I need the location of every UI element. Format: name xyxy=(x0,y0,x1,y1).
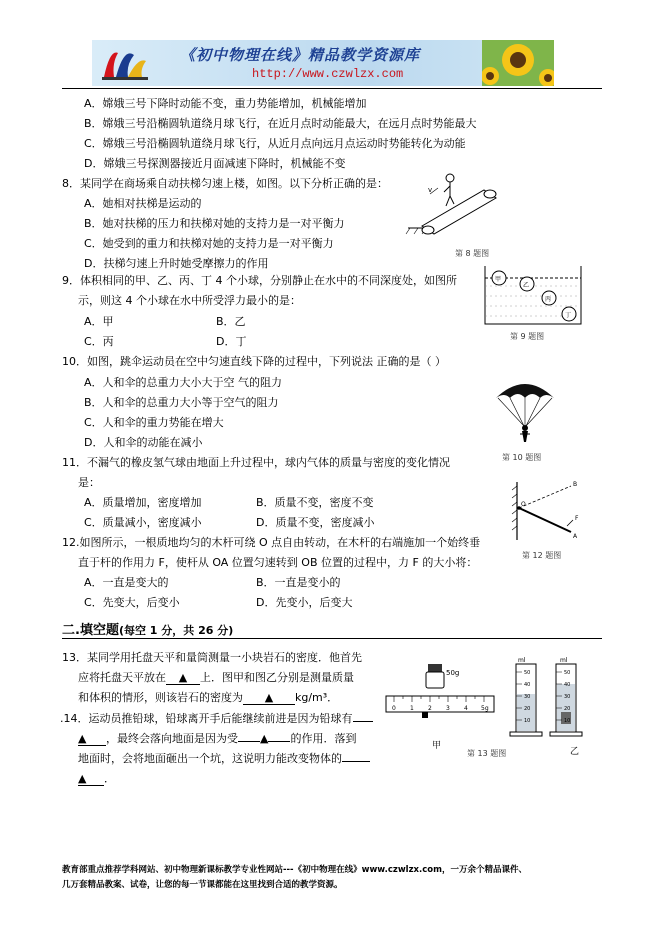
svg-text:v: v xyxy=(428,186,433,194)
q9-option-c: C．丙 xyxy=(84,335,114,348)
q12-stem-line1: 12.如图所示，一根质地均匀的木杆可绕 O 点自由转动，在木杆的右端施加一个始终垂 xyxy=(62,536,481,549)
q14-blank-3-cont[interactable] xyxy=(78,772,104,786)
q13-line2-text: 应将托盘天平放在 xyxy=(78,671,166,684)
q11-option-b: B．质量不变，密度不变 xyxy=(256,496,374,509)
fig-label-jia: 甲 xyxy=(432,741,442,751)
parachute-figure xyxy=(494,376,556,446)
q10-stem: 10．如图，跳伞运动员在空中匀速直线下降的过程中，下列说法 正确的是（ ） xyxy=(62,355,446,368)
ruler-tick-0: 0 xyxy=(392,705,396,712)
cyl1-tick-20: 20 xyxy=(524,706,531,712)
escalator-figure xyxy=(404,168,504,236)
q14-line3 xyxy=(78,750,370,766)
q13-line3 xyxy=(78,689,338,705)
ruler-tick-2: 2 xyxy=(428,705,432,712)
q8-option-b: B．她对扶梯的压力和扶梯对她的支持力是一对平衡力 xyxy=(84,217,345,230)
q14-line2 xyxy=(78,730,356,746)
q12-option-c: C．先变大，后变小 xyxy=(84,596,180,609)
q8-option-c: C．她受到的重力和扶梯对她的支持力是一对平衡力 xyxy=(84,237,334,250)
q9-stem-line1: 9．体积相同的甲、乙、丙、丁 4 个小球，分别静止在水中的不同深度处，如图所 xyxy=(62,274,457,287)
section-rule xyxy=(62,638,602,639)
q10-option-c: C．人和伞的重力势能在增大 xyxy=(84,416,224,429)
q9-figure-caption: 第 9 题图 xyxy=(510,332,545,341)
ball-label-bing: 丙 xyxy=(545,296,552,303)
cyl2-tick-50: 50 xyxy=(564,670,571,676)
cyl2-tick-30: 30 xyxy=(564,694,571,700)
q10-option-b: B．人和伞的总重力大小等于空气的阻力 xyxy=(84,396,279,409)
cyl-unit-1: ml xyxy=(518,657,526,664)
q14-line2-text: ，最终会落向地面是因为受 xyxy=(106,732,238,745)
q12-option-a: A．一直是变大的 xyxy=(84,576,169,589)
q14-line2-rest: 的作用．落到 xyxy=(290,732,357,745)
q12-figure-caption: 第 12 题图 xyxy=(522,551,562,560)
q13-blank-2[interactable] xyxy=(243,691,295,705)
balance-ruler-figure xyxy=(384,660,496,726)
q12-option-b: B．一直是变小的 xyxy=(256,576,341,589)
q12-option-d: D．先变小，后变大 xyxy=(256,596,353,609)
q14-line3-text: 地面时，会将地面砸出一个坑，这说明力能改变物体的 xyxy=(78,752,342,765)
answer-mark: ▲ xyxy=(260,732,269,745)
cyl2-tick-40: 40 xyxy=(564,682,571,688)
ball-label-yi: 乙 xyxy=(523,282,530,289)
q10-option-a: A．人和伞的总重力大小大于空 气的阻力 xyxy=(84,376,283,389)
banner-url[interactable]: http://www.czwlzx.com xyxy=(252,67,404,81)
header-rule xyxy=(62,88,602,89)
q11-option-d: D．质量不变，密度减小 xyxy=(256,516,375,529)
footer-line2: 几万套精品教案、试卷，让您的每一节课都能在这里找到合适的教学资源。 xyxy=(62,880,343,890)
q13-blank-1[interactable] xyxy=(166,671,200,685)
weight-label: 50g xyxy=(446,669,460,677)
lever-figure xyxy=(507,474,587,544)
q14-blank-1[interactable] xyxy=(353,721,373,722)
q7-option-c: C．嫦娥三号沿椭圆轨道绕月球飞行，从近月点向远月点运动时势能转化为动能 xyxy=(84,137,466,150)
q9-stem-line2: 示，则这 4 个小球在水中所受浮力最小的是： xyxy=(78,294,301,307)
q11-option-c: C．质量减小，密度减小 xyxy=(84,516,202,529)
cyl1-tick-50: 50 xyxy=(524,670,531,676)
answer-mark: ▲ xyxy=(78,772,87,785)
banner-title: 《初中物理在线》精品教学资源库 xyxy=(180,46,421,64)
site-logo xyxy=(98,43,154,83)
q10-option-d: D．人和伞的动能在减小 xyxy=(84,436,203,449)
header-banner xyxy=(92,40,554,86)
q8-option-d: D．扶梯匀速上升时她受摩擦力的作用 xyxy=(84,257,269,270)
label-o: O xyxy=(521,501,526,508)
q8-figure-caption: 第 8 题图 xyxy=(455,249,490,258)
q9-option-a: A．甲 xyxy=(84,315,114,328)
q13-line2 xyxy=(78,669,354,685)
q11-option-a: A．质量增加，密度增加 xyxy=(84,496,202,509)
q11-stem-line2: 是： xyxy=(78,476,100,489)
q14-blank-3[interactable] xyxy=(342,761,370,762)
q14-line4-end: ． xyxy=(104,772,115,785)
cyl-unit-2: ml xyxy=(560,657,568,664)
measuring-cylinders-figure xyxy=(508,654,586,742)
ruler-tick-1: 1 xyxy=(410,705,414,712)
q10-figure-caption: 第 10 题图 xyxy=(502,453,542,462)
label-f: F xyxy=(575,515,579,522)
q9-option-b: B．乙 xyxy=(216,315,246,328)
q11-stem-line1: 11．不漏气的橡皮氢气球由地面上升过程中，球内气体的质量与密度的变化情况 xyxy=(62,456,450,469)
cyl2-tick-20: 20 xyxy=(564,706,571,712)
water-tank-figure xyxy=(483,264,583,326)
cyl1-tick-10: 10 xyxy=(524,718,531,724)
q9-option-d: D．丁 xyxy=(216,335,247,348)
label-a: A xyxy=(573,533,578,540)
cyl2-tick-10: 10 xyxy=(564,718,571,724)
answer-mark: ▲ xyxy=(78,732,87,745)
q8-stem: 8．某同学在商场乘自动扶梯匀速上楼，如图。以下分析正确的是： xyxy=(62,177,388,190)
q7-option-d: D．嫦娥三号探测器接近月面减速下降时，机械能不变 xyxy=(84,157,346,170)
q14-line4 xyxy=(78,770,115,786)
q14-blank-2-cont[interactable] xyxy=(268,741,290,742)
q14-line1 xyxy=(60,710,373,726)
q13-line3-text: 和体积的情形，则该岩石的密度为 xyxy=(78,691,243,704)
footer-line1: 教育部重点推荐学科网站、初中物理新课标教学专业性网站---《初中物理在线》www.czwlzx.com，一万余个精品课件、 xyxy=(62,865,527,875)
q13-line3-unit: kg/m³． xyxy=(295,691,339,704)
label-b: B xyxy=(573,481,578,488)
q8-option-a: A．她相对扶梯是运动的 xyxy=(84,197,202,210)
answer-mark: ▲ xyxy=(178,671,188,684)
q13-line2-rest: 上．图甲和图乙分别是测量质量 xyxy=(200,671,354,684)
ruler-tick-4: 4 xyxy=(464,705,468,712)
section-title-text: 二.填空题 xyxy=(62,623,119,638)
q14-blank-1-cont[interactable] xyxy=(78,732,106,746)
section-title xyxy=(62,619,233,638)
q7-option-b: B．嫦娥三号沿椭圆轨道绕月球飞行，在近月点时动能最大，在远月点时势能最大 xyxy=(84,117,477,130)
q7-option-a: A．嫦娥三号下降时动能不变，重力势能增加，机械能增加 xyxy=(84,97,367,110)
answer-mark: ▲ xyxy=(264,691,274,704)
ball-label-ding: 丁 xyxy=(565,312,572,319)
q14-blank-2[interactable] xyxy=(238,741,260,742)
ruler-tick-5: 5g xyxy=(481,705,489,712)
sunflower-image xyxy=(482,40,554,86)
q14-line1-text: .14．运动员推铅球，铅球离开手后能继续前进是因为铅球有 xyxy=(60,712,353,725)
q13-line1: 13．某同学用托盘天平和量筒测量一小块岩石的密度．他首先 xyxy=(62,651,362,664)
cyl1-tick-30: 30 xyxy=(524,694,531,700)
ball-label-jia: 甲 xyxy=(495,276,502,283)
ruler-tick-3: 3 xyxy=(446,705,450,712)
fig-label-yi: 乙 xyxy=(570,747,580,757)
q13-figure-caption: 第 13 题图 xyxy=(467,749,507,758)
q12-stem-line2: 直于杆的作用力 F，使杆从 OA 位置匀速转到 OB 位置的过程中，力 F 的大小将： xyxy=(78,556,478,569)
cyl1-tick-40: 40 xyxy=(524,682,531,688)
section-note: (每空 1 分，共 26 分) xyxy=(118,624,234,637)
